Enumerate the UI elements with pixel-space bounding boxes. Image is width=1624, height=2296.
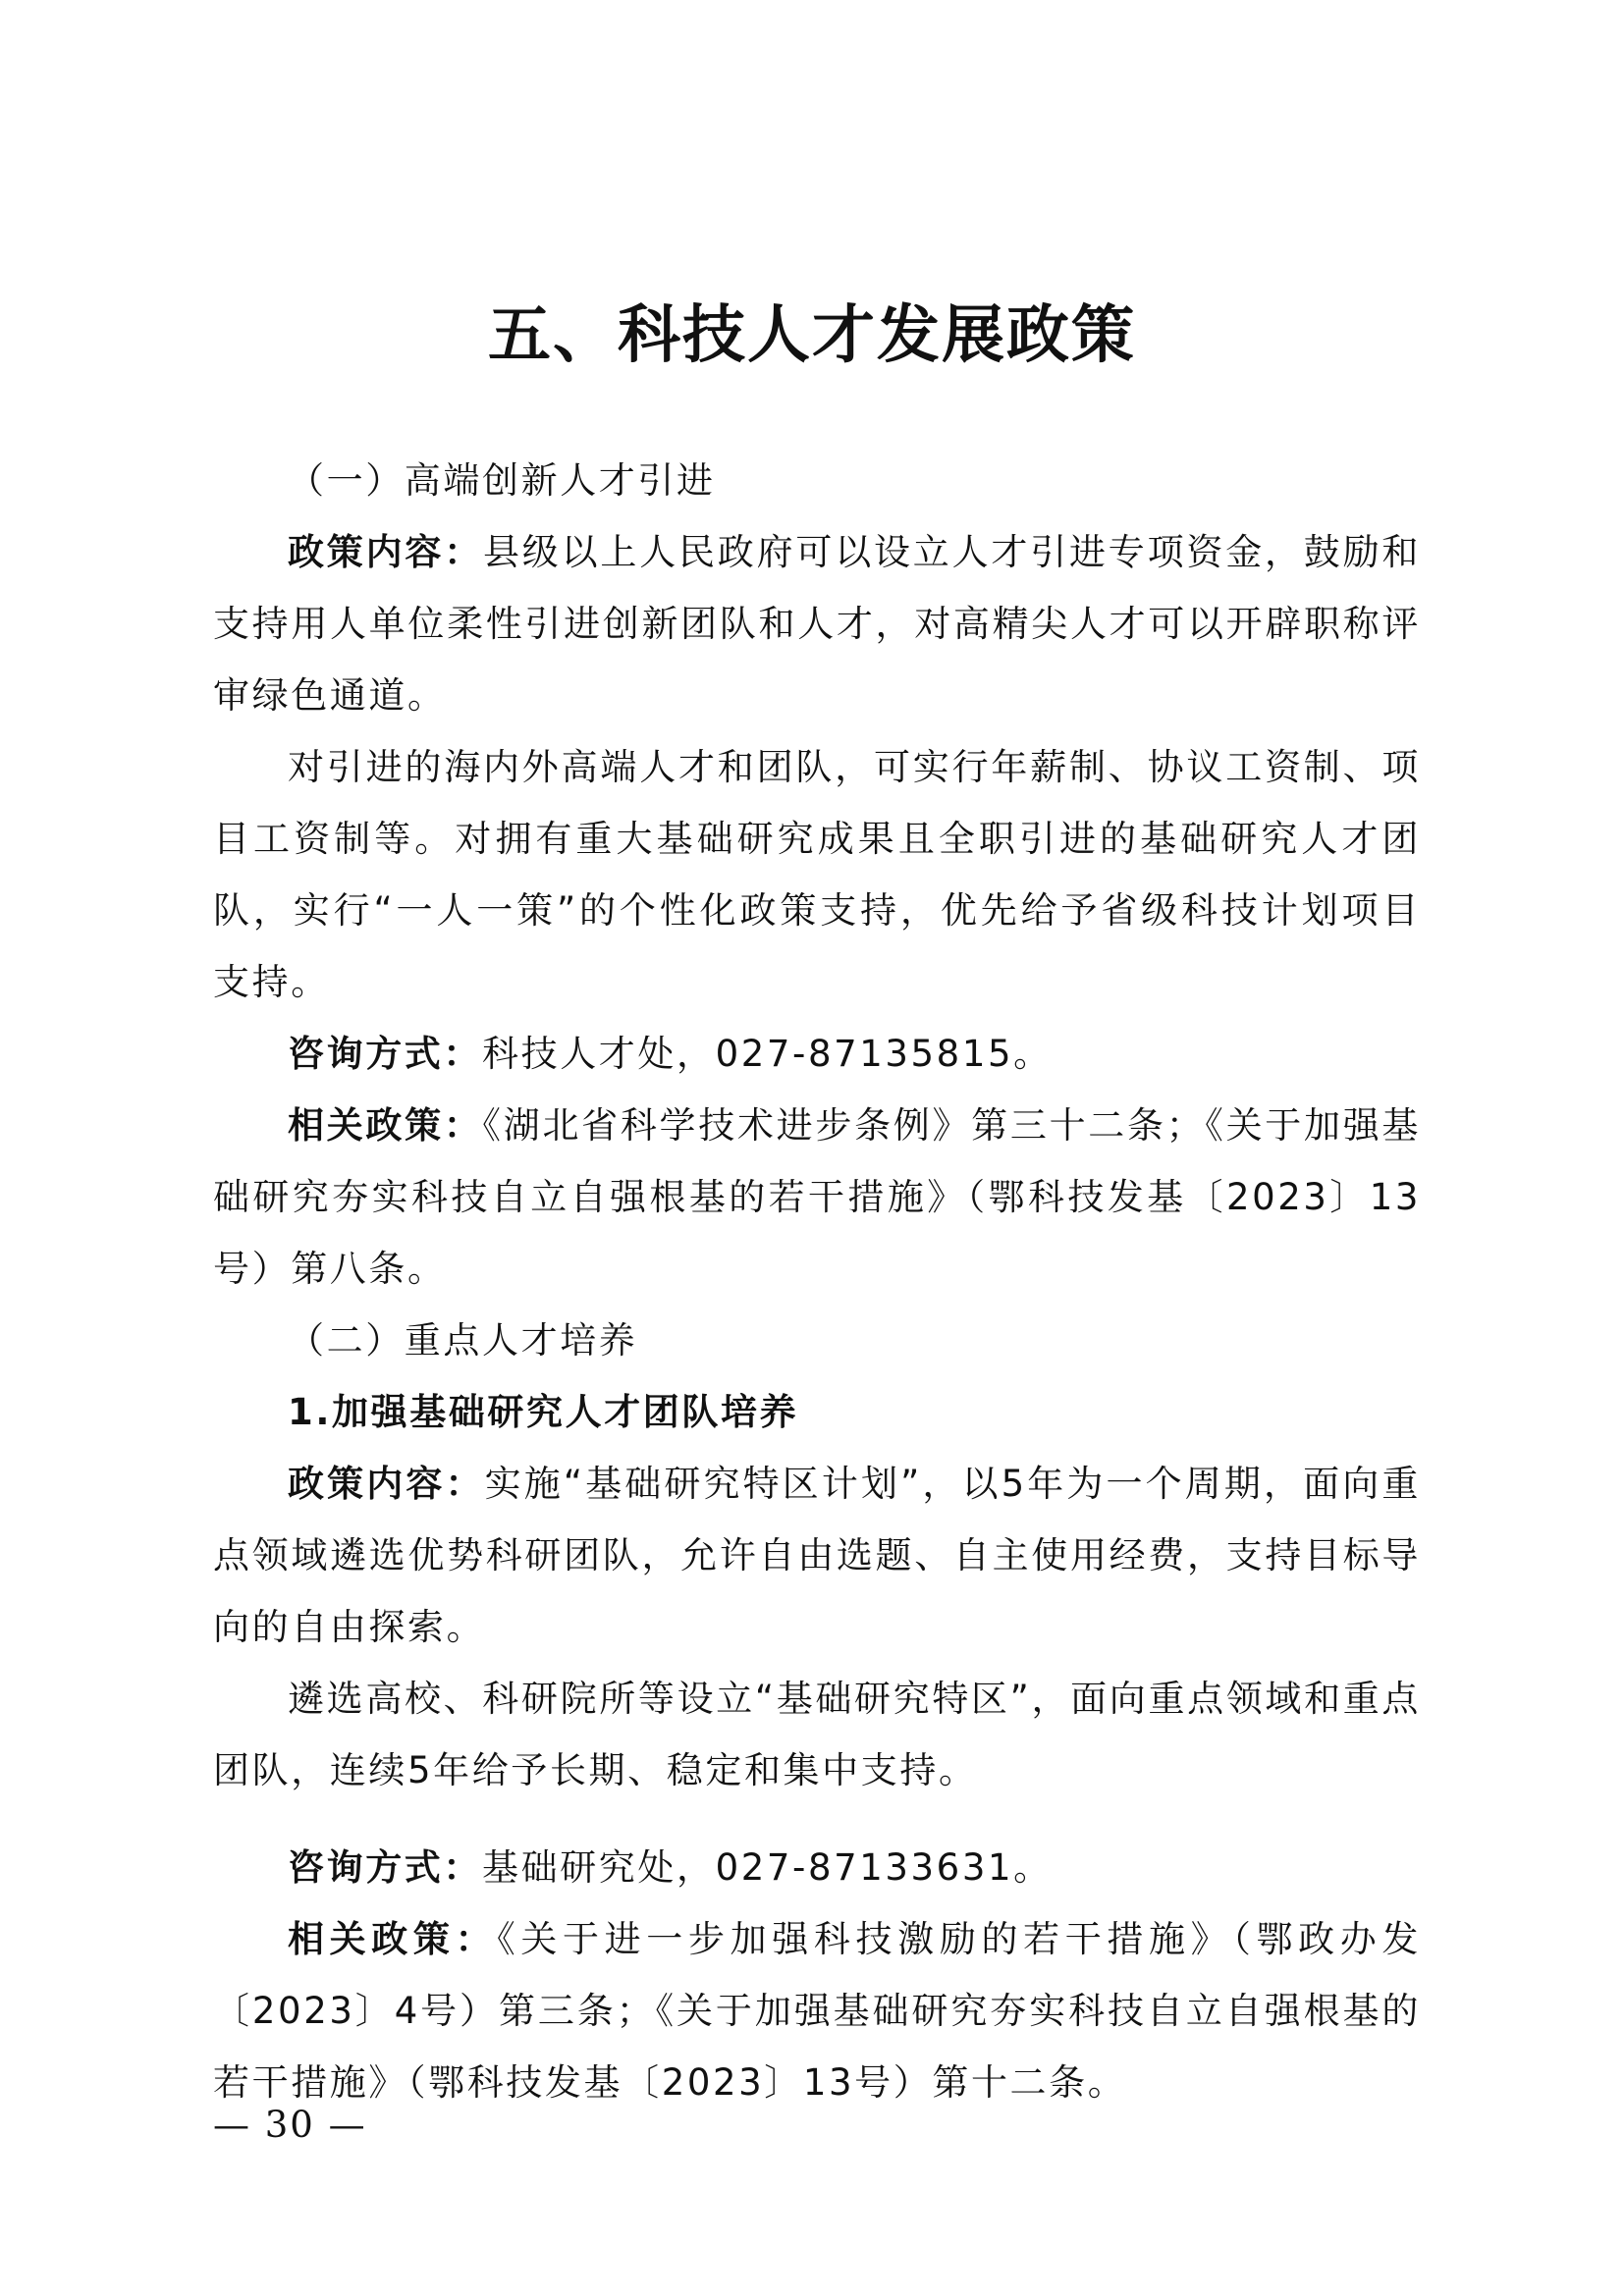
related-text: 《关于进一步加强科技激励的若干措施》（鄂政办发〔2023〕4号）第三条；《关于加强基础研究夯实科技自立自强根基的若干措施》（鄂科技发基〔2023〕13号）第十二条。	[213, 1918, 1422, 2104]
paragraph-gap	[213, 1806, 1421, 1832]
policy-label: 政策内容：	[288, 1463, 485, 1505]
body-paragraph-2b: 遴选高校、科研院所等设立“基础研究特区”，面向重点领域和重点团队，连续5年给予长期、稳定和集中支持。	[213, 1678, 1421, 1791]
consult-text: 科技人才处，027-87135815。	[482, 1033, 1053, 1075]
related-paragraph-1	[213, 1090, 1421, 1305]
page-number: — 30 —	[213, 2104, 367, 2146]
section-heading-1: （一）高端创新人才引进	[288, 459, 716, 502]
policy-text: 县级以上人民政府可以设立人才引进专项资金，鼓励和支持用人单位柔性引进创新团队和人才，对高精尖人才可以开辟职称评审绿色通道。	[213, 531, 1421, 717]
body-paragraph-1b: 对引进的海内外高端人才和团队，可实行年薪制、协议工资制、项目工资制等。对拥有重大基础研究成果且全职引进的基础研究人才团队，实行“一人一策”的个性化政策支持，优先给予省级科技计划项目支持。	[213, 746, 1421, 1003]
related-text: 《湖北省科学技术进步条例》第三十二条；《关于加强基础研究夯实科技自立自强根基的若干措施》（鄂科技发基〔2023〕13号）第八条。	[213, 1104, 1422, 1290]
subheading-2-1: 1.加强基础研究人才团队培养	[288, 1391, 799, 1433]
related-label: 相关政策：	[288, 1104, 483, 1147]
consult-text: 基础研究处，027-87133631。	[482, 1846, 1053, 1889]
consult-label: 咨询方式：	[288, 1846, 482, 1889]
policy-text: 实施“基础研究特区计划”，以5年为一个周期，面向重点领域遴选优势科研团队，允许自由选题、自主使用经费，支持目标导向的自由探索。	[213, 1463, 1421, 1648]
document-body	[213, 445, 1421, 2118]
section-heading-2: （二）重点人才培养	[288, 1319, 638, 1362]
consult-paragraph-2	[213, 1832, 1421, 1903]
policy-label: 政策内容：	[288, 531, 483, 573]
page-title: 五、科技人才发展政策	[488, 298, 1136, 372]
related-paragraph-2	[213, 1903, 1421, 2118]
related-label: 相关政策：	[288, 1918, 498, 1960]
consult-label: 咨询方式：	[288, 1033, 482, 1075]
policy-paragraph-2	[213, 1448, 1421, 1663]
policy-paragraph-1	[213, 516, 1421, 731]
consult-paragraph-1	[213, 1018, 1421, 1090]
